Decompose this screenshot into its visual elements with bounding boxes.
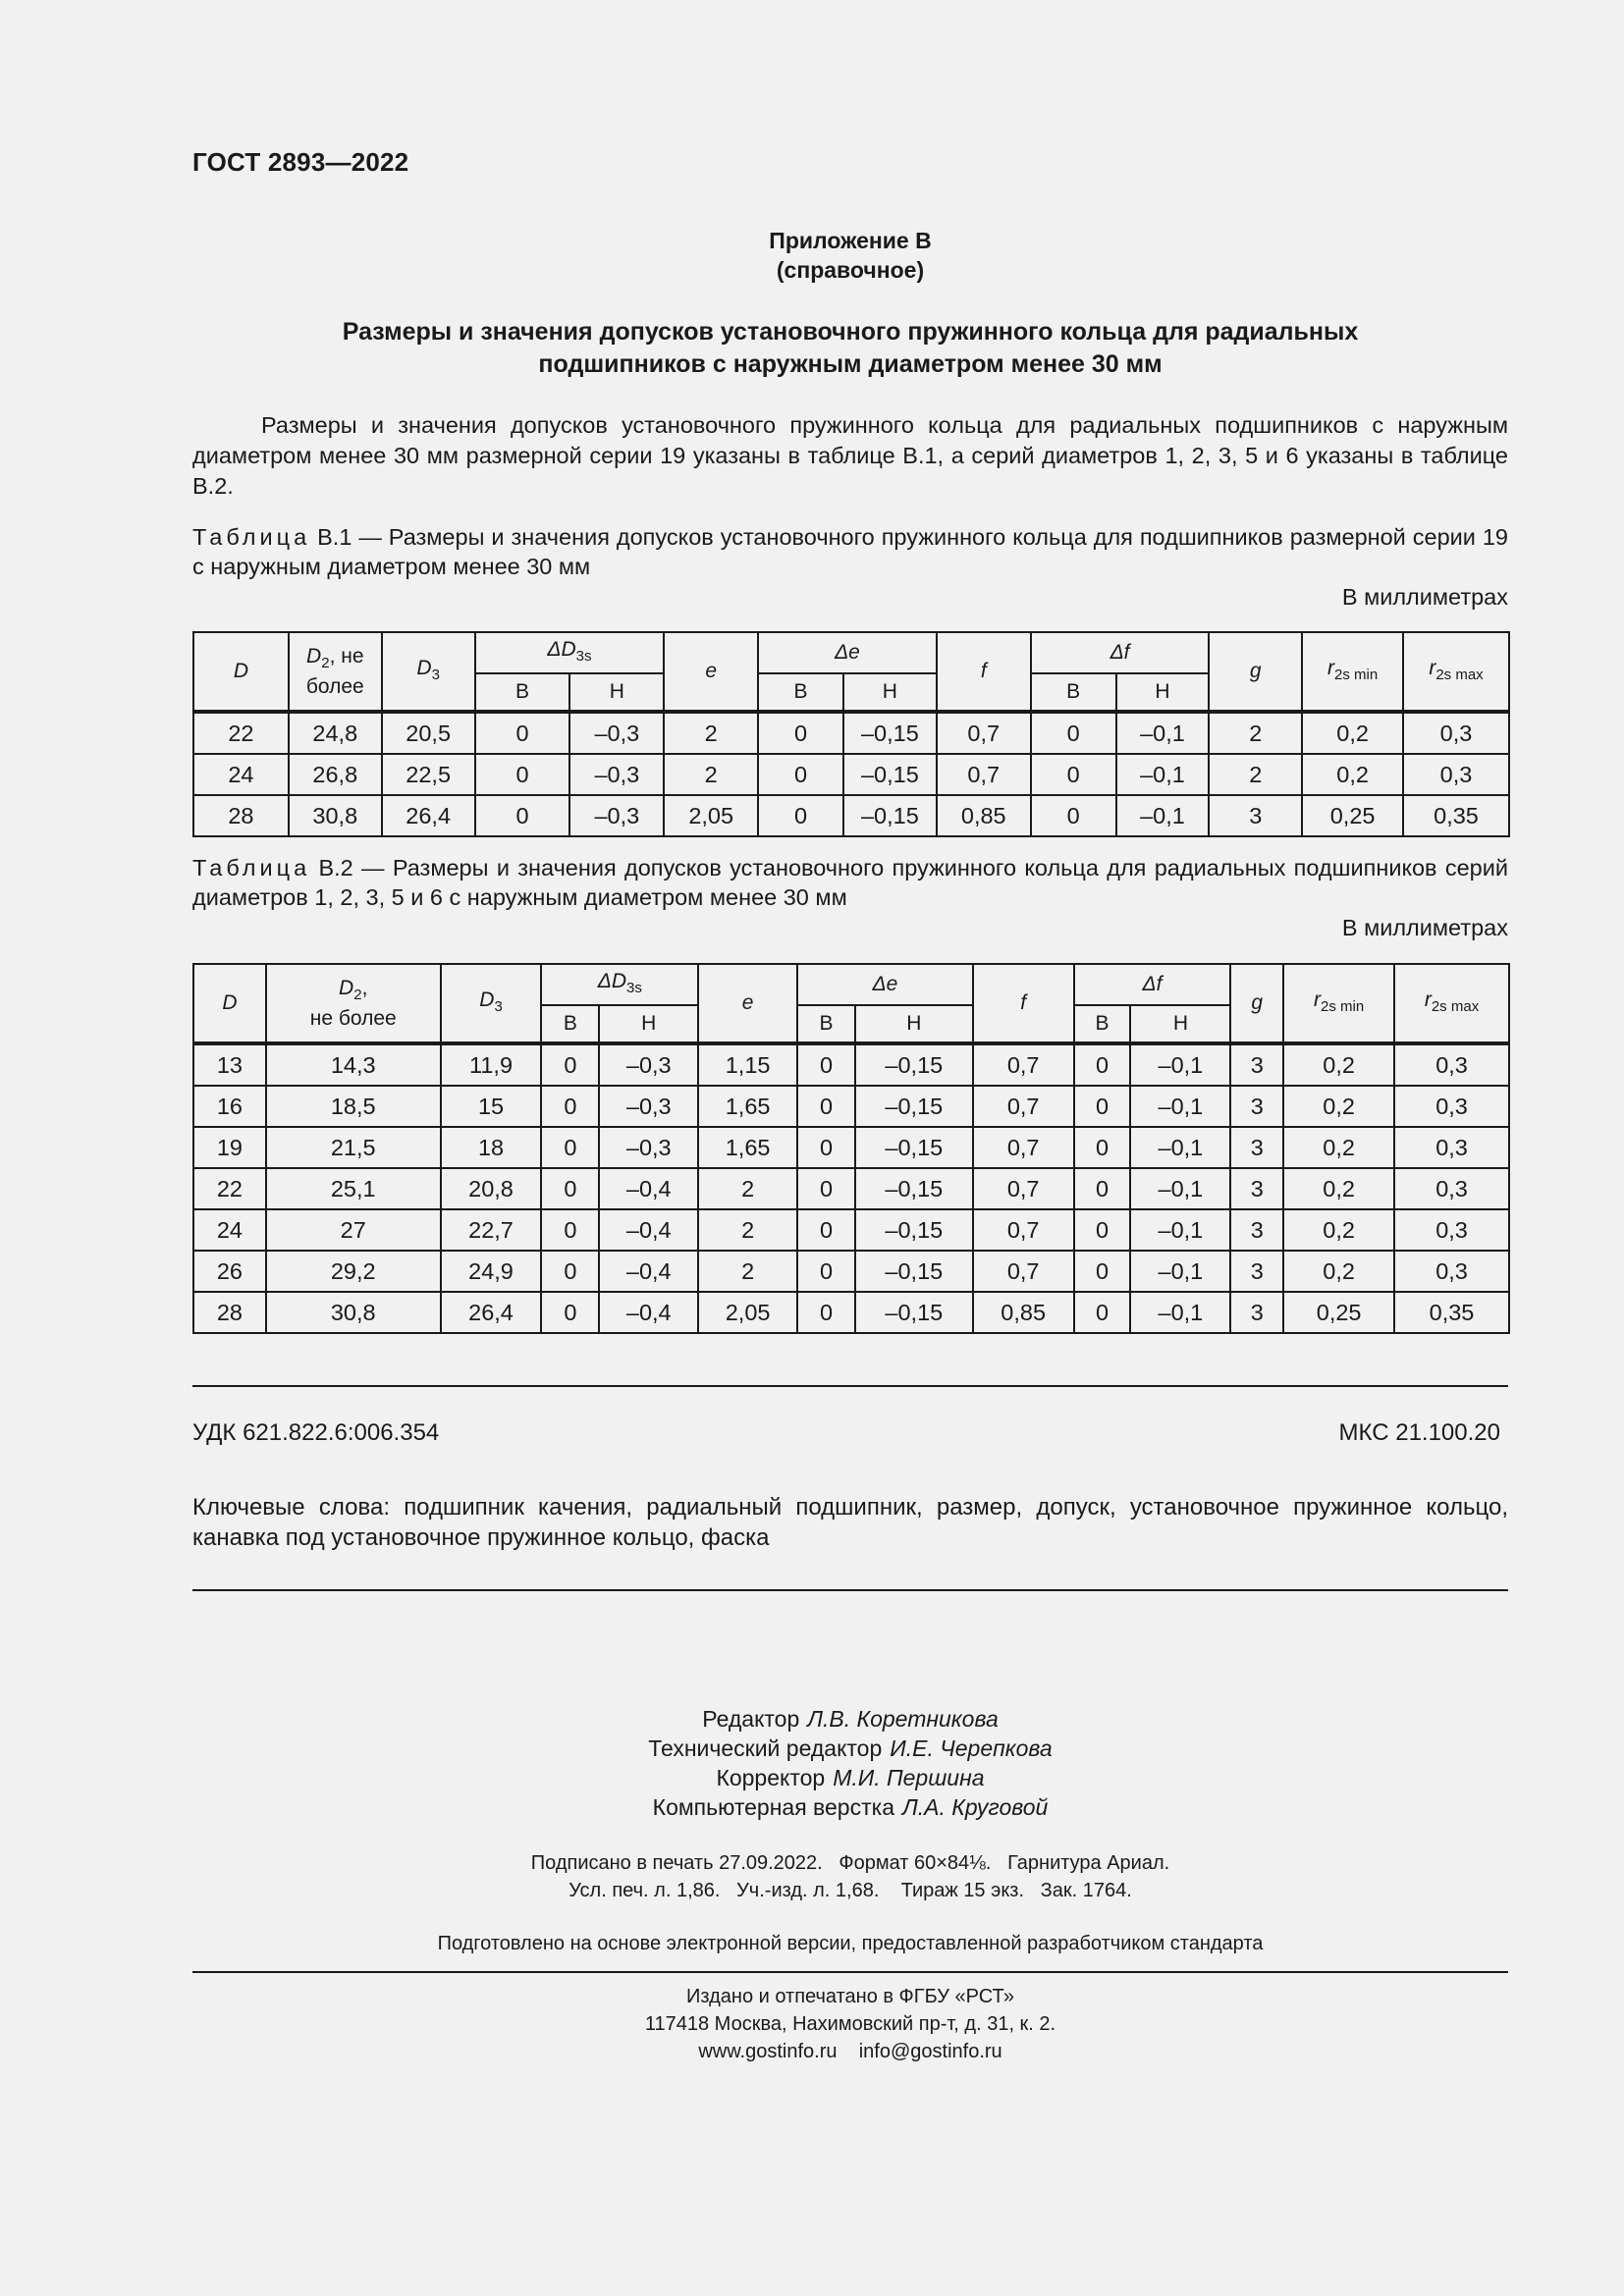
table-cell: 16 xyxy=(193,1086,266,1127)
table-cell: 0 xyxy=(797,1251,855,1292)
table-b2 xyxy=(192,963,1510,1334)
table-cell: 2 xyxy=(1209,754,1302,795)
col-header-upper: В xyxy=(758,673,843,712)
col-header-upper: В xyxy=(797,1005,855,1043)
table-cell: 1,65 xyxy=(698,1086,797,1127)
table-cell: –0,1 xyxy=(1130,1168,1230,1209)
table-cell: –0,15 xyxy=(855,1292,973,1333)
divider-imprint xyxy=(192,1971,1508,1973)
table-cell: 28 xyxy=(193,1292,266,1333)
section-title-line1: Размеры и значения допусков установочного пружинного кольца для радиальных xyxy=(342,318,1359,346)
table-cell: 30,8 xyxy=(289,795,382,836)
table-cell: 0,7 xyxy=(973,1209,1074,1251)
table-cell: 0,7 xyxy=(973,1168,1074,1209)
table-cell: 0 xyxy=(541,1043,599,1086)
table-cell: 3 xyxy=(1230,1251,1283,1292)
table-cell: 0 xyxy=(1031,795,1116,836)
table-cell: –0,15 xyxy=(855,1043,973,1086)
table-cell: –0,15 xyxy=(855,1251,973,1292)
table-row xyxy=(193,1292,1509,1333)
col-header-f: f xyxy=(973,964,1074,1043)
table-cell: 1,15 xyxy=(698,1043,797,1086)
table-cell: 0,7 xyxy=(937,712,1031,754)
section-title xyxy=(192,316,1508,381)
table-cell: 0 xyxy=(1074,1209,1131,1251)
table-cell: 27 xyxy=(266,1209,441,1251)
keywords: Ключевые слова: подшипник качения, радиальный подшипник, размер, допуск, установочное пружинное кольцо, канавка под установочное пружинное кольцо, фаска xyxy=(192,1494,1508,1551)
table-row xyxy=(193,1127,1509,1168)
table-cell: 0 xyxy=(541,1168,599,1209)
divider-bottom xyxy=(192,1589,1508,1591)
publisher-line2: 117418 Москва, Нахимовский пр-т, д. 31, к. 2. xyxy=(644,2013,1056,2035)
divider-top xyxy=(192,1385,1508,1387)
table2-caption xyxy=(192,853,1508,912)
table-row xyxy=(193,1209,1509,1251)
table-cell: 13 xyxy=(193,1043,266,1086)
table-cell: –0,15 xyxy=(855,1086,973,1127)
table-cell: 3 xyxy=(1230,1209,1283,1251)
col-header-d2: $D_2$, не более xyxy=(266,964,441,1043)
table-cell: 0 xyxy=(475,754,570,795)
table-cell: –0,1 xyxy=(1130,1251,1230,1292)
table-cell: 0 xyxy=(475,712,570,754)
table-cell: 0 xyxy=(797,1043,855,1086)
col-header-r2s-max: $r_{2s max}$ xyxy=(1394,964,1509,1043)
table-cell: 2 xyxy=(698,1168,797,1209)
publisher-block xyxy=(192,1983,1508,2065)
table-b1 xyxy=(192,631,1510,837)
table-cell: 0 xyxy=(797,1292,855,1333)
table-cell: 0,2 xyxy=(1302,754,1403,795)
table-cell: 0 xyxy=(541,1209,599,1251)
table-cell: 15 xyxy=(441,1086,542,1127)
table-cell: 0 xyxy=(1074,1127,1131,1168)
col-header-r2s-max: $r_{2s max}$ xyxy=(1403,632,1509,712)
col-header-delta-d3s: $\Delta D_{3s}$ xyxy=(475,632,665,673)
table-cell: 0 xyxy=(541,1086,599,1127)
col-header-lower: Н xyxy=(855,1005,973,1043)
table-cell: 0,3 xyxy=(1394,1127,1509,1168)
table-cell: 0 xyxy=(541,1127,599,1168)
table-cell: –0,4 xyxy=(599,1168,698,1209)
table-cell: –0,1 xyxy=(1130,1292,1230,1333)
table-cell: –0,1 xyxy=(1116,795,1210,836)
table-cell: –0,15 xyxy=(855,1127,973,1168)
appendix-heading xyxy=(192,226,1508,285)
col-header-delta-f: Δf xyxy=(1031,632,1210,673)
table-cell: 24 xyxy=(193,754,289,795)
col-header-delta-d3s: $\Delta D_{3s}$ xyxy=(541,964,698,1005)
table1-caption-text: В.1 — Размеры и значения допусков установочного пружинного кольца для подшипников размерной серии 19 с наружным диаметром менее 30 мм xyxy=(192,524,1508,579)
col-header-d3: $D_3$ xyxy=(441,964,542,1043)
table-row xyxy=(193,712,1509,754)
col-header-lower: Н xyxy=(1116,673,1210,712)
table-cell: 2,05 xyxy=(664,795,758,836)
table1-caption-label: Таблица xyxy=(192,524,311,550)
table-row xyxy=(193,1086,1509,1127)
table-cell: 0,3 xyxy=(1394,1209,1509,1251)
table-cell: 0 xyxy=(758,754,843,795)
mks-code: МКС 21.100.20 xyxy=(1338,1419,1500,1446)
table-cell: 3 xyxy=(1230,1086,1283,1127)
table-cell: 0 xyxy=(797,1168,855,1209)
table-cell: 26,4 xyxy=(382,795,475,836)
col-header-lower: Н xyxy=(1130,1005,1230,1043)
table-cell: 0 xyxy=(1074,1251,1131,1292)
col-header-upper: В xyxy=(1074,1005,1131,1043)
table-cell: 2 xyxy=(1209,712,1302,754)
publisher-line1: Издано и отпечатано в ФГБУ «РСТ» xyxy=(686,1986,1014,2007)
col-header-upper: В xyxy=(1031,673,1116,712)
col-header-upper: В xyxy=(475,673,570,712)
table-cell: 0,3 xyxy=(1403,712,1509,754)
table-cell: 3 xyxy=(1230,1127,1283,1168)
table-cell: 0,2 xyxy=(1283,1168,1394,1209)
col-header-e: e xyxy=(698,964,797,1043)
col-header-delta-f: Δf xyxy=(1074,964,1231,1005)
table1-units: В миллиметрах xyxy=(1341,584,1508,610)
col-header-r2s-min: $r_{2s min}$ xyxy=(1302,632,1403,712)
table-cell: 24 xyxy=(193,1209,266,1251)
table-cell: 0,7 xyxy=(973,1127,1074,1168)
table-cell: 20,8 xyxy=(441,1168,542,1209)
table-cell: 2 xyxy=(664,712,758,754)
table-cell: 1,65 xyxy=(698,1127,797,1168)
table-cell: 2 xyxy=(664,754,758,795)
table-cell: 20,5 xyxy=(382,712,475,754)
table-cell: –0,1 xyxy=(1130,1086,1230,1127)
table-cell: 0,3 xyxy=(1394,1168,1509,1209)
table-cell: 19 xyxy=(193,1127,266,1168)
table-cell: 11,9 xyxy=(441,1043,542,1086)
col-header-f: f xyxy=(937,632,1031,712)
table-cell: 0,7 xyxy=(937,754,1031,795)
table-cell: –0,3 xyxy=(599,1043,698,1086)
col-header-lower: Н xyxy=(569,673,664,712)
table-cell: 0 xyxy=(1074,1043,1131,1086)
table-cell: 18 xyxy=(441,1127,542,1168)
table-cell: 25,1 xyxy=(266,1168,441,1209)
table-cell: 26,8 xyxy=(289,754,382,795)
section-title-line2: подшипников с наружным диаметром менее 30 мм xyxy=(538,350,1163,378)
credit-line: Корректор М.И. Першина xyxy=(716,1765,985,1790)
table-cell: 0 xyxy=(1074,1292,1131,1333)
table-cell: 2 xyxy=(698,1209,797,1251)
table-cell: –0,3 xyxy=(569,795,664,836)
table-cell: 0,3 xyxy=(1394,1043,1509,1086)
table-cell: 0,2 xyxy=(1283,1043,1394,1086)
table-cell: 0 xyxy=(758,712,843,754)
table-row xyxy=(193,1168,1509,1209)
table-row xyxy=(193,754,1509,795)
table-cell: –0,3 xyxy=(569,754,664,795)
credit-line: Технический редактор И.Е. Черепкова xyxy=(648,1735,1053,1761)
table-cell: 0,7 xyxy=(973,1043,1074,1086)
table-cell: 0,85 xyxy=(937,795,1031,836)
col-header-lower: Н xyxy=(599,1005,698,1043)
table-cell: 0 xyxy=(1031,712,1116,754)
table-cell: 2 xyxy=(698,1251,797,1292)
table-cell: –0,1 xyxy=(1130,1043,1230,1086)
table-cell: –0,1 xyxy=(1116,712,1210,754)
prepared-note: Подготовлено на основе электронной версии, предоставленной разработчиком стандарта xyxy=(437,1933,1264,1954)
table-cell: 0,3 xyxy=(1394,1086,1509,1127)
table-row xyxy=(193,1251,1509,1292)
table-cell: 21,5 xyxy=(266,1127,441,1168)
table-row xyxy=(193,795,1509,836)
table2-units: В миллиметрах xyxy=(1341,915,1508,940)
col-header-e: e xyxy=(664,632,758,712)
col-header-r2s-min: $r_{2s min}$ xyxy=(1283,964,1394,1043)
table-cell: 0,3 xyxy=(1394,1251,1509,1292)
table-cell: 0,2 xyxy=(1283,1086,1394,1127)
col-header-delta-e: Δe xyxy=(758,632,937,673)
table-cell: –0,4 xyxy=(599,1209,698,1251)
table-cell: 24,9 xyxy=(441,1251,542,1292)
table-cell: 0,25 xyxy=(1283,1292,1394,1333)
col-header-d: D xyxy=(193,632,289,712)
table-cell: 0,35 xyxy=(1394,1292,1509,1333)
table-cell: 24,8 xyxy=(289,712,382,754)
col-header-lower: Н xyxy=(843,673,937,712)
table-cell: 0 xyxy=(475,795,570,836)
table2-caption-label: Таблица xyxy=(192,855,311,881)
table-cell: 0 xyxy=(541,1292,599,1333)
table-cell: 0,2 xyxy=(1283,1209,1394,1251)
table-cell: 0 xyxy=(758,795,843,836)
table-cell: 22 xyxy=(193,712,289,754)
col-header-g: g xyxy=(1209,632,1302,712)
table-cell: 30,8 xyxy=(266,1292,441,1333)
table-cell: 29,2 xyxy=(266,1251,441,1292)
table-cell: 0,85 xyxy=(973,1292,1074,1333)
table-cell: 22 xyxy=(193,1168,266,1209)
table-cell: 0,2 xyxy=(1283,1127,1394,1168)
table2-caption-text: В.2 — Размеры и значения допусков установочного пружинного кольца для радиальных подшипников серий диаметров 1, 2, 3, 5 и 6 с наружным диаметром менее 30 мм xyxy=(192,855,1508,910)
credits-block xyxy=(192,1704,1508,1822)
table-cell: –0,1 xyxy=(1130,1127,1230,1168)
table-cell: 0,7 xyxy=(973,1251,1074,1292)
appendix-title: Приложение В xyxy=(769,228,932,253)
table-cell: 0 xyxy=(541,1251,599,1292)
table-cell: –0,15 xyxy=(843,754,937,795)
table-cell: –0,4 xyxy=(599,1251,698,1292)
table-cell: 2,05 xyxy=(698,1292,797,1333)
table-cell: 18,5 xyxy=(266,1086,441,1127)
table-cell: 0 xyxy=(1074,1168,1131,1209)
table-cell: 0,25 xyxy=(1302,795,1403,836)
table-cell: 26 xyxy=(193,1251,266,1292)
table-cell: 0 xyxy=(797,1086,855,1127)
table-cell: 0 xyxy=(797,1127,855,1168)
table-cell: –0,15 xyxy=(855,1209,973,1251)
table-cell: 0,35 xyxy=(1403,795,1509,836)
col-header-d: D xyxy=(193,964,266,1043)
col-header-d3: $D_3$ xyxy=(382,632,475,712)
table-cell: –0,1 xyxy=(1130,1209,1230,1251)
table-cell: –0,3 xyxy=(599,1086,698,1127)
intro-paragraph: Размеры и значения допусков установочного пружинного кольца для радиальных подшипников с наружным диаметром менее 30 мм размерной серии 19 указаны в таблице В.1, а серий диаметров 1, 2, 3, 5 и 6 указаны в таблице В.2. xyxy=(192,412,1508,499)
table-cell: 0,2 xyxy=(1302,712,1403,754)
col-header-upper: В xyxy=(541,1005,599,1043)
table-cell: 3 xyxy=(1230,1043,1283,1086)
print-info-line1: Подписано в печать 27.09.2022. Формат 60×84⅛. Гарнитура Ариал. xyxy=(530,1852,1170,1874)
table-cell: –0,1 xyxy=(1116,754,1210,795)
table-cell: 26,4 xyxy=(441,1292,542,1333)
table-cell: 3 xyxy=(1230,1168,1283,1209)
table-cell: 0 xyxy=(797,1209,855,1251)
table1-caption xyxy=(192,522,1508,581)
credit-line: Редактор Л.В. Коретникова xyxy=(702,1706,999,1732)
table-cell: 0,3 xyxy=(1403,754,1509,795)
col-header-g: g xyxy=(1230,964,1283,1043)
table-cell: –0,3 xyxy=(599,1127,698,1168)
table-cell: 28 xyxy=(193,795,289,836)
table-cell: –0,15 xyxy=(843,795,937,836)
print-info-line2: Усл. печ. л. 1,86. Уч.-изд. л. 1,68. Тираж 15 экз. Зак. 1764. xyxy=(568,1880,1132,1901)
table-cell: 3 xyxy=(1230,1292,1283,1333)
col-header-delta-e: Δe xyxy=(797,964,973,1005)
standard-code: ГОСТ 2893—2022 xyxy=(192,147,409,177)
table-row xyxy=(193,1043,1509,1086)
appendix-subtitle: (справочное) xyxy=(776,257,925,283)
print-info xyxy=(192,1849,1508,1904)
table-cell: 3 xyxy=(1209,795,1302,836)
table-cell: –0,4 xyxy=(599,1292,698,1333)
table-cell: 22,5 xyxy=(382,754,475,795)
table-cell: 0 xyxy=(1074,1086,1131,1127)
table-cell: 22,7 xyxy=(441,1209,542,1251)
table-cell: –0,15 xyxy=(843,712,937,754)
table-cell: 0,7 xyxy=(973,1086,1074,1127)
table-cell: 0 xyxy=(1031,754,1116,795)
credit-line: Компьютерная верстка Л.А. Круговой xyxy=(652,1794,1049,1820)
udk-code: УДК 621.822.6:006.354 xyxy=(192,1419,440,1446)
publisher-line3: www.gostinfo.ru info@gostinfo.ru xyxy=(698,2041,1002,2062)
table-cell: –0,3 xyxy=(569,712,664,754)
table-cell: –0,15 xyxy=(855,1168,973,1209)
table-cell: 0,2 xyxy=(1283,1251,1394,1292)
table-cell: 14,3 xyxy=(266,1043,441,1086)
col-header-d2: $D_2$, не более xyxy=(289,632,382,712)
